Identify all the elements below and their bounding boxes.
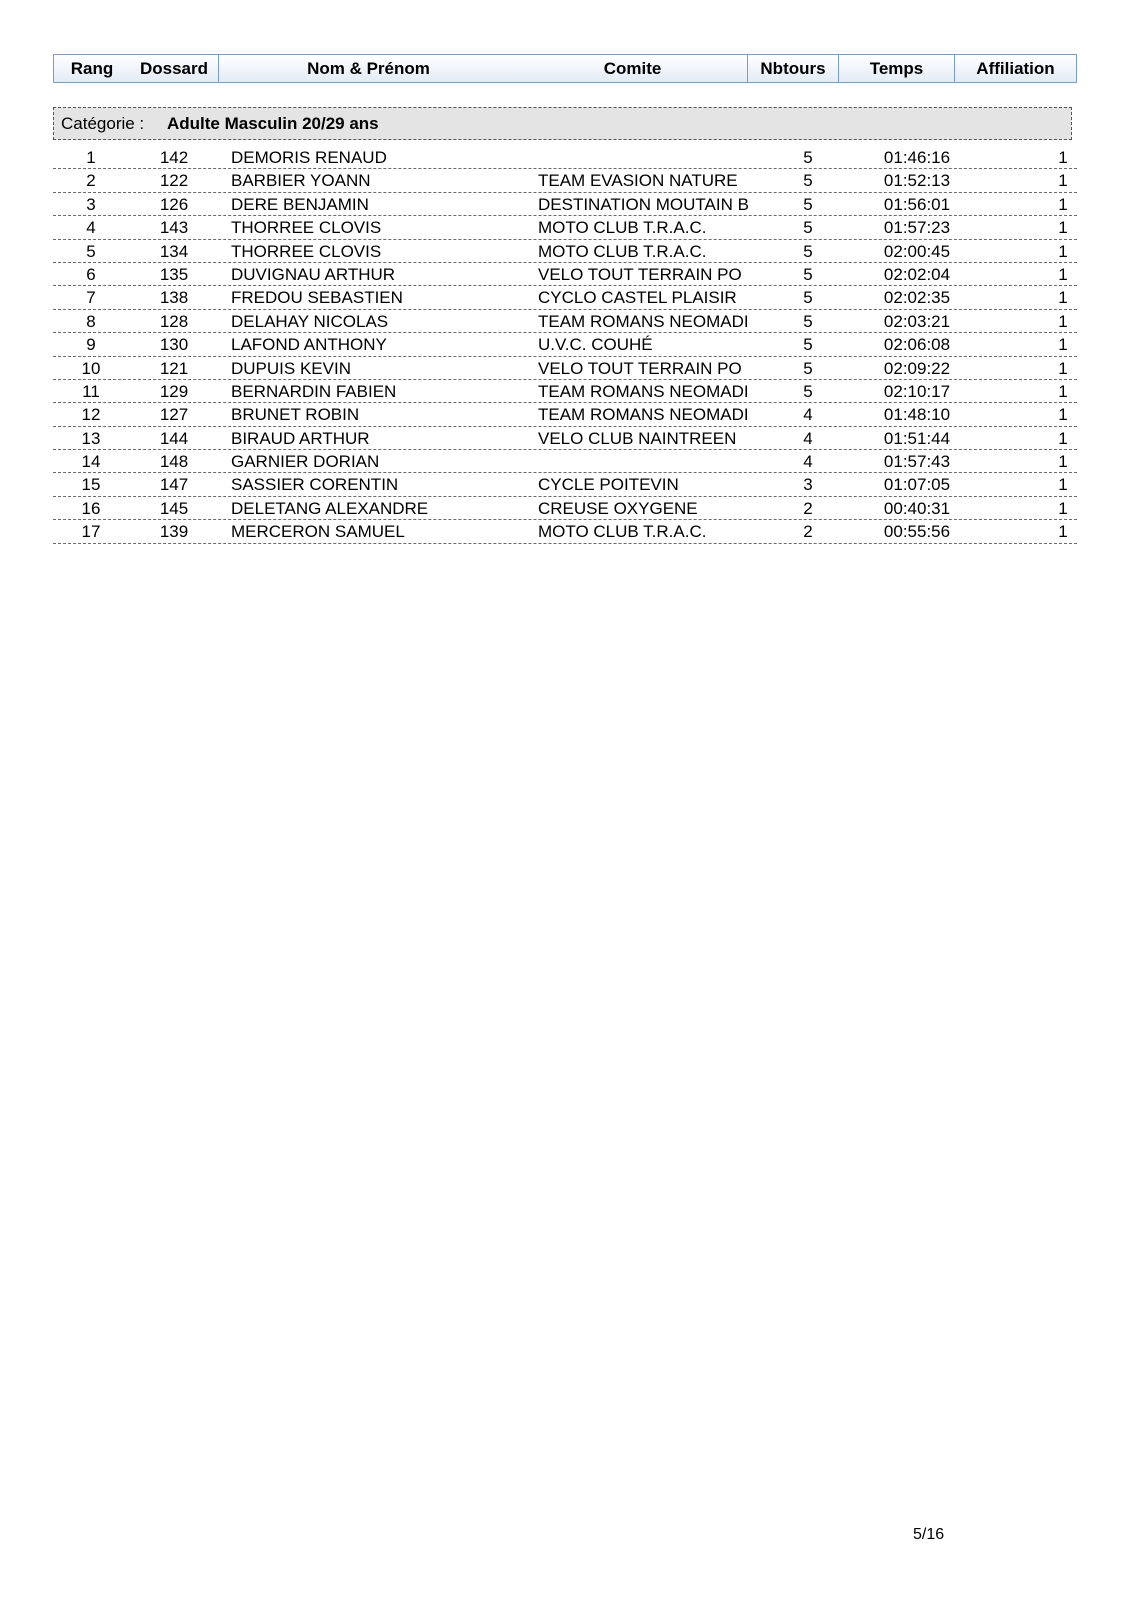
table-row bbox=[53, 520, 1077, 543]
rang-cell: 9 bbox=[86, 335, 96, 355]
name-cell: FREDOU SEBASTIEN bbox=[231, 288, 403, 308]
affiliation-cell: 1 bbox=[1058, 475, 1068, 495]
comite-cell: MOTO CLUB T.R.A.C. bbox=[538, 218, 707, 238]
temps-cell: 01:48:10 bbox=[883, 405, 951, 425]
table-row bbox=[53, 169, 1077, 192]
rang-cell: 2 bbox=[86, 171, 96, 191]
temps-cell: 00:40:31 bbox=[883, 498, 951, 518]
nbtours-cell: 5 bbox=[803, 335, 813, 355]
rang-cell: 15 bbox=[81, 475, 101, 495]
temps-cell: 01:56:01 bbox=[883, 194, 951, 214]
comite-cell: CYCLE POITEVIN bbox=[538, 475, 679, 495]
rang-cell: 17 bbox=[81, 522, 101, 542]
dossard-cell: 127 bbox=[159, 405, 189, 425]
results-table bbox=[53, 146, 1077, 544]
name-cell: DERE BENJAMIN bbox=[231, 194, 369, 214]
name-cell: BRUNET ROBIN bbox=[231, 405, 360, 425]
comite-cell: VELO TOUT TERRAIN PO bbox=[538, 264, 742, 284]
temps-cell: 02:02:35 bbox=[883, 288, 951, 308]
category-label: Catégorie : bbox=[61, 113, 145, 133]
temps-cell: 01:52:13 bbox=[883, 171, 951, 191]
table-row bbox=[53, 146, 1077, 169]
rang-cell: 14 bbox=[81, 452, 101, 472]
affiliation-cell: 1 bbox=[1058, 335, 1068, 355]
affiliation-cell: 1 bbox=[1058, 405, 1068, 425]
table-row bbox=[53, 333, 1077, 356]
dossard-cell: 129 bbox=[159, 381, 189, 401]
affiliation-cell: 1 bbox=[1058, 288, 1068, 308]
affiliation-cell: 1 bbox=[1058, 381, 1068, 401]
table-row bbox=[53, 427, 1077, 450]
name-cell: GARNIER DORIAN bbox=[231, 452, 380, 472]
comite-cell: MOTO CLUB T.R.A.C. bbox=[538, 241, 707, 261]
table-row bbox=[53, 310, 1077, 333]
affiliation-cell: 1 bbox=[1058, 428, 1068, 448]
comite-cell: DESTINATION MOUTAIN B bbox=[538, 194, 749, 214]
temps-cell: 01:07:05 bbox=[883, 475, 951, 495]
name-cell: DELAHAY NICOLAS bbox=[231, 311, 389, 331]
rang-cell: 6 bbox=[86, 264, 96, 284]
nbtours-cell: 5 bbox=[803, 218, 813, 238]
nbtours-cell: 4 bbox=[803, 452, 813, 472]
dossard-cell: 143 bbox=[159, 218, 189, 238]
dossard-cell: 121 bbox=[159, 358, 189, 378]
affiliation-cell: 1 bbox=[1058, 241, 1068, 261]
header-dossard: Dossard bbox=[139, 58, 209, 78]
rang-cell: 10 bbox=[81, 358, 101, 378]
nbtours-cell: 3 bbox=[803, 475, 813, 495]
table-row bbox=[53, 193, 1077, 216]
table-row bbox=[53, 380, 1077, 403]
comite-cell: VELO TOUT TERRAIN PO bbox=[538, 358, 742, 378]
temps-cell: 01:51:44 bbox=[883, 428, 951, 448]
comite-cell: TEAM EVASION NATURE bbox=[538, 171, 738, 191]
nbtours-cell: 5 bbox=[803, 288, 813, 308]
table-header bbox=[53, 54, 1077, 83]
table-row bbox=[53, 497, 1077, 520]
header-rang: Rang bbox=[70, 58, 114, 78]
dossard-cell: 135 bbox=[159, 264, 189, 284]
table-row bbox=[53, 357, 1077, 380]
dossard-cell: 148 bbox=[159, 452, 189, 472]
name-cell: DUPUIS KEVIN bbox=[231, 358, 351, 378]
category-value: Adulte Masculin 20/29 ans bbox=[167, 113, 379, 133]
name-cell: BERNARDIN FABIEN bbox=[231, 381, 397, 401]
temps-cell: 02:10:17 bbox=[883, 381, 951, 401]
rang-cell: 4 bbox=[86, 218, 96, 238]
dossard-cell: 138 bbox=[159, 288, 189, 308]
comite-cell: MOTO CLUB T.R.A.C. bbox=[538, 522, 707, 542]
rang-cell: 16 bbox=[81, 498, 101, 518]
affiliation-cell: 1 bbox=[1058, 358, 1068, 378]
comite-cell: U.V.C. COUHÉ bbox=[538, 335, 653, 355]
header-comite: Comite bbox=[603, 58, 662, 78]
table-row bbox=[53, 263, 1077, 286]
temps-cell: 02:03:21 bbox=[883, 311, 951, 331]
nbtours-cell: 5 bbox=[803, 171, 813, 191]
name-cell: BARBIER YOANN bbox=[231, 171, 371, 191]
affiliation-cell: 1 bbox=[1058, 264, 1068, 284]
dossard-cell: 144 bbox=[159, 428, 189, 448]
comite-cell: TEAM ROMANS NEOMADI bbox=[538, 311, 749, 331]
table-row bbox=[53, 403, 1077, 426]
nbtours-cell: 2 bbox=[803, 522, 813, 542]
table-row bbox=[53, 216, 1077, 239]
dossard-cell: 142 bbox=[159, 148, 189, 167]
name-cell: THORREE CLOVIS bbox=[231, 241, 382, 261]
header-nom: Nom & Prénom bbox=[218, 55, 518, 82]
comite-cell: VELO CLUB NAINTREEN bbox=[538, 428, 737, 448]
nbtours-cell: 5 bbox=[803, 194, 813, 214]
rang-cell: 1 bbox=[86, 148, 96, 167]
nbtours-cell: 4 bbox=[803, 405, 813, 425]
header-temps: Temps bbox=[838, 55, 954, 82]
nbtours-cell: 5 bbox=[803, 381, 813, 401]
comite-cell: TEAM ROMANS NEOMADI bbox=[538, 405, 749, 425]
dossard-cell: 145 bbox=[159, 498, 189, 518]
nbtours-cell: 2 bbox=[803, 498, 813, 518]
dossard-cell: 139 bbox=[159, 522, 189, 542]
affiliation-cell: 1 bbox=[1058, 218, 1068, 238]
rang-cell: 8 bbox=[86, 311, 96, 331]
temps-cell: 01:46:16 bbox=[883, 148, 951, 167]
nbtours-cell: 5 bbox=[803, 148, 813, 167]
name-cell: LAFOND ANTHONY bbox=[231, 335, 387, 355]
name-cell: DELETANG ALEXANDRE bbox=[231, 498, 429, 518]
name-cell: DEMORIS RENAUD bbox=[231, 148, 387, 167]
table-row bbox=[53, 240, 1077, 263]
temps-cell: 02:06:08 bbox=[883, 335, 951, 355]
rang-cell: 5 bbox=[86, 241, 96, 261]
name-cell: SASSIER CORENTIN bbox=[231, 475, 399, 495]
name-cell: THORREE CLOVIS bbox=[231, 218, 382, 238]
dossard-cell: 126 bbox=[159, 194, 189, 214]
rang-cell: 11 bbox=[82, 381, 100, 401]
dossard-cell: 134 bbox=[159, 241, 189, 261]
table-row bbox=[53, 286, 1077, 309]
dossard-cell: 147 bbox=[159, 475, 189, 495]
temps-cell: 01:57:23 bbox=[883, 218, 951, 238]
name-cell: BIRAUD ARTHUR bbox=[231, 428, 370, 448]
affiliation-cell: 1 bbox=[1058, 522, 1068, 542]
nbtours-cell: 5 bbox=[803, 241, 813, 261]
name-cell: MERCERON SAMUEL bbox=[231, 522, 405, 542]
comite-cell: TEAM ROMANS NEOMADI bbox=[538, 381, 749, 401]
rang-cell: 3 bbox=[86, 194, 96, 214]
header-affiliation: Affiliation bbox=[954, 55, 1076, 82]
affiliation-cell: 1 bbox=[1058, 311, 1068, 331]
affiliation-cell: 1 bbox=[1058, 194, 1068, 214]
temps-cell: 02:00:45 bbox=[883, 241, 951, 261]
name-cell: DUVIGNAU ARTHUR bbox=[231, 264, 396, 284]
temps-cell: 01:57:43 bbox=[883, 452, 951, 472]
comite-cell: CREUSE OXYGENE bbox=[538, 498, 698, 518]
table-row bbox=[53, 473, 1077, 496]
dossard-cell: 122 bbox=[159, 171, 189, 191]
nbtours-cell: 5 bbox=[803, 311, 813, 331]
nbtours-cell: 5 bbox=[803, 358, 813, 378]
page-number: 5/16 bbox=[913, 1526, 945, 1543]
affiliation-cell: 1 bbox=[1058, 171, 1068, 191]
table-row bbox=[53, 450, 1077, 473]
rang-cell: 7 bbox=[86, 288, 96, 308]
nbtours-cell: 4 bbox=[803, 428, 813, 448]
affiliation-cell: 1 bbox=[1058, 452, 1068, 472]
rang-cell: 12 bbox=[81, 405, 101, 425]
temps-cell: 00:55:56 bbox=[883, 522, 951, 542]
nbtours-cell: 5 bbox=[803, 264, 813, 284]
affiliation-cell: 1 bbox=[1058, 498, 1068, 518]
temps-cell: 02:02:04 bbox=[883, 264, 951, 284]
category-box bbox=[53, 107, 1072, 140]
dossard-cell: 130 bbox=[159, 335, 189, 355]
comite-cell: CYCLO CASTEL PLAISIR bbox=[538, 288, 737, 308]
dossard-cell: 128 bbox=[159, 311, 189, 331]
rang-cell: 13 bbox=[81, 428, 101, 448]
temps-cell: 02:09:22 bbox=[883, 358, 951, 378]
header-nbtours: Nbtours bbox=[747, 55, 838, 82]
affiliation-cell: 1 bbox=[1058, 148, 1068, 167]
